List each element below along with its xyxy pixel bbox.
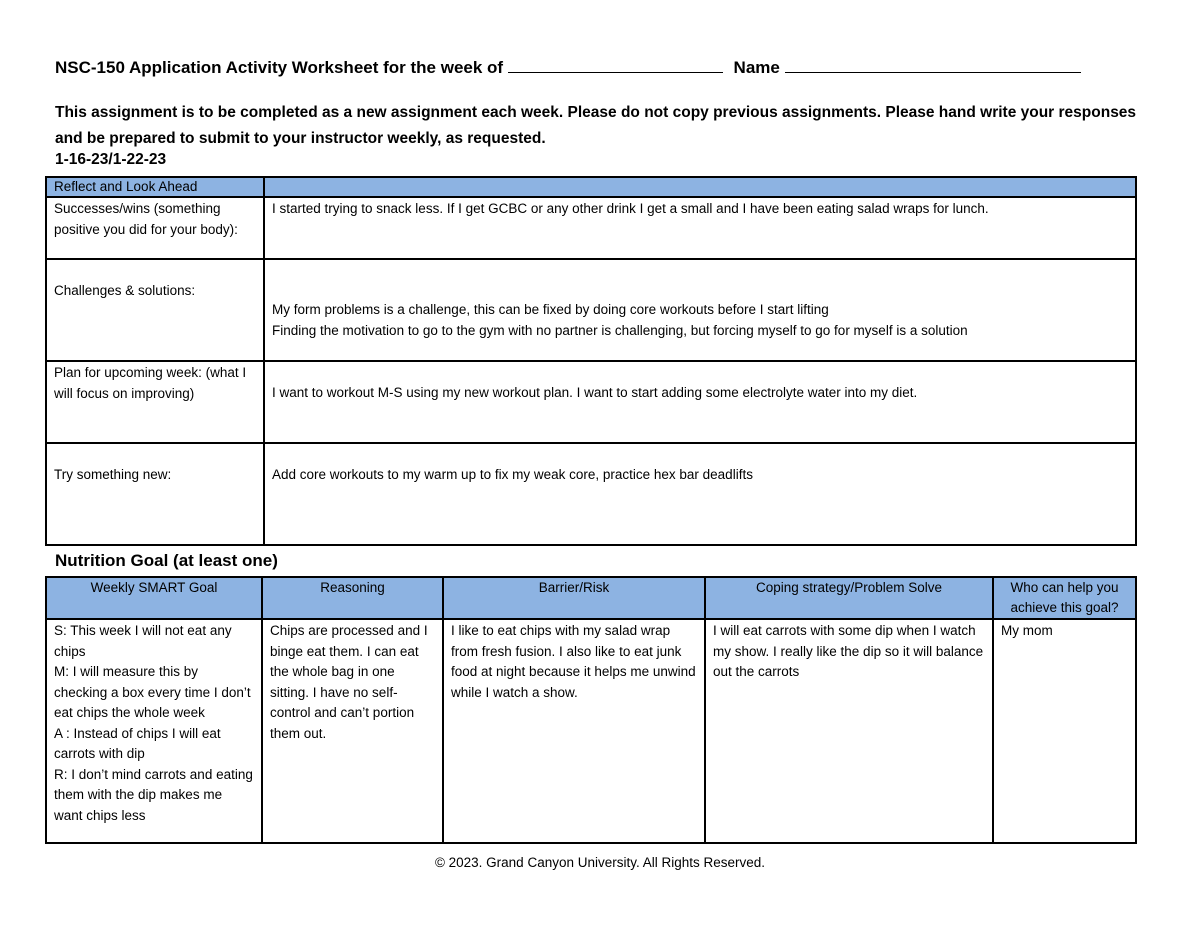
nutrition-table (45, 576, 1137, 844)
helper-cell: My mom (993, 619, 1136, 843)
col-smart-goal: Weekly SMART Goal (46, 577, 262, 619)
name-label: Name (733, 58, 780, 77)
try-new-label: Try something new: (46, 443, 264, 545)
reflect-header: Reflect and Look Ahead (46, 177, 264, 197)
nutrition-heading: Nutrition Goal (at least one) (55, 551, 278, 570)
table-row (46, 443, 1136, 545)
smart-r: R: I don’t mind carrots and eating them with the dip makes me want chips less (54, 766, 253, 823)
smart-goal-cell (46, 619, 262, 843)
reflect-table (45, 176, 1137, 546)
successes-label: Successes/wins (something positive you did for your body): (46, 197, 264, 259)
copyright-footer: © 2023. Grand Canyon University. All Rights Reserved. (434, 855, 766, 870)
week-dates: 1-16-23/1-22-23 (55, 151, 167, 168)
successes-response (264, 197, 1136, 259)
smart-s: S: This week I will not eat any chips (54, 623, 232, 659)
reflect-header-row (46, 177, 1136, 197)
col-helper: Who can help you achieve this goal? (993, 577, 1136, 619)
col-reasoning: Reasoning (262, 577, 443, 619)
reasoning-cell: Chips are processed and I binge eat them. I can eat the whole bag in one sitting. I have no self-control and can’t portion them out. (262, 619, 443, 843)
table-row (46, 619, 1136, 843)
plan-response (264, 361, 1136, 443)
reflect-header-blank (264, 177, 1136, 197)
col-barrier: Barrier/Risk (443, 577, 705, 619)
table-row (46, 259, 1136, 361)
challenges-label: Challenges & solutions: (46, 259, 264, 361)
table-row (46, 197, 1136, 259)
nutrition-header-row (46, 577, 1136, 619)
plan-label: Plan for upcoming week: (what I will focus on improving) (46, 361, 264, 443)
instructions-text: This assignment is to be completed as a new assignment each week. Please do not copy previous assignments. Please hand write your responses and be prepared to submit to your instructor weekly, as requested. (55, 104, 1137, 147)
coping-cell: I will eat carrots with some dip when I watch my show. I really like the dip so it will balance out the carrots (705, 619, 993, 843)
week-blank (508, 58, 723, 73)
barrier-cell: I like to eat chips with my salad wrap from fresh fusion. I also like to eat junk food at night because it helps me unwind while I watch a show. (443, 619, 705, 843)
name-blank (785, 58, 1081, 73)
worksheet-title: NSC-150 Application Activity Worksheet for the week of (55, 58, 504, 77)
response-line: I started trying to snack less. If I get GCBC or any other drink I get a small and I have been eating salad wraps for lunch. (272, 201, 989, 216)
response-line: I want to workout M-S using my new workout plan. I want to start adding some electrolyte water into my diet. (272, 385, 918, 400)
response-line: My form problems is a challenge, this can be fixed by doing core workouts before I start lifting (272, 302, 829, 317)
response-line: Add core workouts to my warm up to fix my weak core, practice hex bar deadlifts (272, 467, 753, 482)
table-row (46, 361, 1136, 443)
response-line: Finding the motivation to go to the gym with no partner is challenging, but forcing myself to go for myself is a solution (272, 322, 968, 338)
smart-a: A : Instead of chips I will eat carrots with dip (54, 725, 221, 761)
worksheet-title-line (55, 58, 1140, 78)
smart-m: M: I will measure this by checking a box every time I don’t eat chips the whole week (54, 664, 251, 720)
try-new-response (264, 443, 1136, 545)
challenges-response (264, 259, 1136, 361)
col-coping: Coping strategy/Problem Solve (705, 577, 993, 619)
